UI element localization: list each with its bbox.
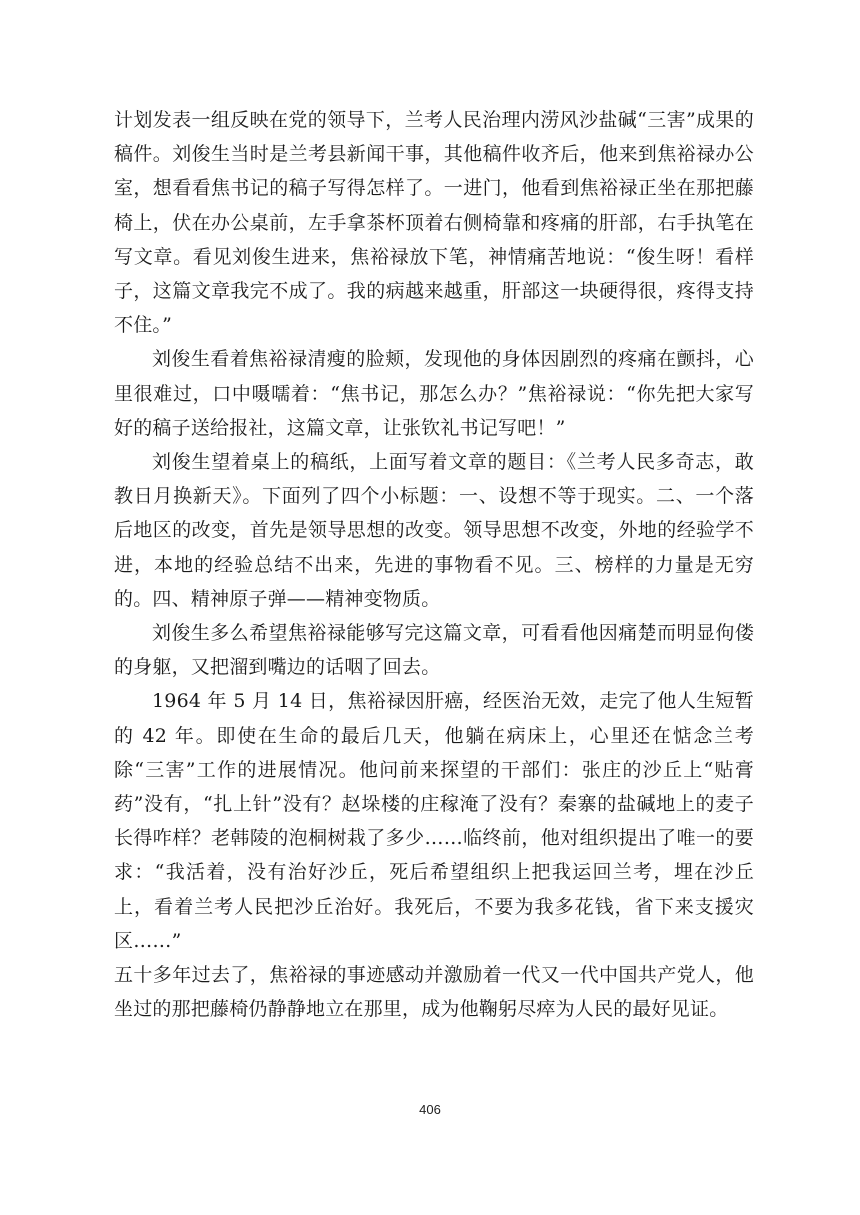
paragraph-closing: 五十多年过去了，焦裕禄的事迹感动并激励着一代又一代中国共产党人，他坐过的那把藤椅仍静静地立在那里，成为他鞠躬尽瘁为人民的最好见证。: [114, 964, 754, 1021]
paragraph: 1964 年 5 月 14 日，焦裕禄因肝癌，经医治无效，走完了他人生短暂的 42 年。即使在生命的最后几天，他躺在病床上，心里还在惦念兰考除“三害”工作的进展情况。他问前来探望的干部们：张庄的沙丘上“贴膏药”没有，“扎上针”没有？赵垛楼的庄稼淹了没有？秦寨的盐碱地上的麦子长得咋样？老韩陵的泡桐树栽了多少……临终前，他对组织提出了唯一的要求：“我活着，没有治好沙丘，死后希望组织上把我运回兰考，埋在沙丘上，看着兰考人民把沙丘治好。我死后，不要为我多花钱，省下来支援灾区……”: [114, 690, 754, 952]
paragraph: 刘俊生看着焦裕禄清瘦的脸颊，发现他的身体因剧烈的疼痛在颤抖，心里很难过，口中嗫嚅着：“焦书记，那怎么办？”焦裕禄说：“你先把大家写好的稿子送给报社，这篇文章，让张钦礼书记写吧！”: [114, 348, 754, 439]
page-number: 406: [419, 1102, 441, 1117]
paragraph: 刘俊生多么希望焦裕禄能够写完这篇文章，可看看他因痛楚而明显佝偻的身躯，又把溜到嘴边的话咽了回去。: [114, 622, 754, 679]
paragraph-continuation: 计划发表一组反映在党的领导下，兰考人民治理内涝风沙盐碱“三害”成果的稿件。刘俊生当时是兰考县新闻干事，其他稿件收齐后，他来到焦裕禄办公室，想看看焦书记的稿子写得怎样了。一进门，他看到焦裕禄正坐在那把藤椅上，伏在办公桌前，左手拿茶杯顶着右侧椅靠和疼痛的肝部，右手执笔在写文章。看见刘俊生进来，焦裕禄放下笔，神情痛苦地说：“俊生呀！看样子，这篇文章我完不成了。我的病越来越重，肝部这一块硬得很，疼得支持不住。”: [114, 109, 754, 337]
paragraph: 刘俊生望着桌上的稿纸，上面写着文章的题目：《兰考人民多奇志，敢教日月换新天》。下面列了四个小标题：一、设想不等于现实。二、一个落后地区的改变，首先是领导思想的改变。领导思想不改变，外地的经验学不进，本地的经验总结不出来，先进的事物看不见。三、榜样的力量是无穷的。四、精神原子弹——精神变物质。: [114, 451, 754, 610]
body-text: [114, 103, 754, 1026]
